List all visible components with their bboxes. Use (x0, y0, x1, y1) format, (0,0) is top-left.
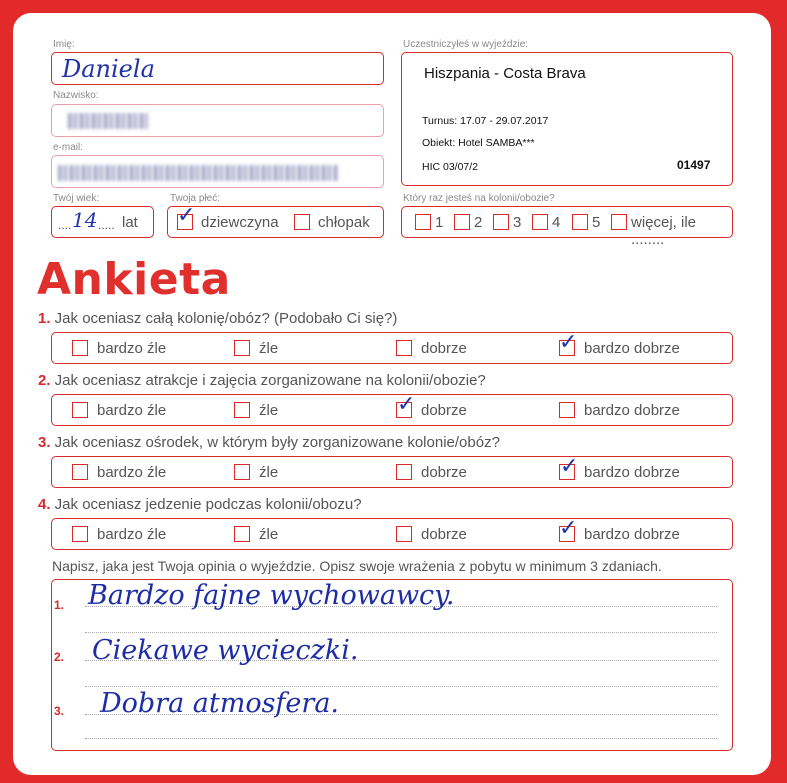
answer-checkbox-bardzo-zle[interactable] (72, 464, 88, 480)
gender-field (167, 203, 384, 238)
trip-code: HIC 03/07/2 (422, 161, 479, 173)
answer-checkbox-zle[interactable] (234, 464, 250, 480)
trip-number: 01497 (677, 158, 711, 172)
times-option-more: więcej, ile ........ (631, 214, 697, 248)
opinion-text-3: Dobra atmosfera. (100, 688, 339, 719)
times-checkbox-3[interactable] (493, 214, 509, 230)
answer-option-label: bardzo źle (97, 340, 167, 357)
times-checkbox-2[interactable] (454, 214, 470, 230)
question-number: 3. (38, 434, 51, 451)
trip-box (401, 52, 733, 186)
trip-object: Obiekt: Hotel SAMBA*** (422, 137, 535, 149)
opinion-text-1: Bardzo fajne wychowawcy. (88, 580, 455, 611)
answer-row-3 (51, 456, 733, 488)
times-option-1: 1 (435, 214, 444, 231)
question-text: Jak oceniasz jedzenie podczas kolonii/obozu? (50, 496, 362, 513)
answer-checkbox-zle[interactable] (234, 402, 250, 418)
answer-option-label: bardzo dobrze (584, 464, 680, 481)
gender-male-label: chłopak (318, 214, 370, 231)
answer-row-4 (51, 518, 733, 550)
answer-checkbox-bardzo-zle[interactable] (72, 526, 88, 542)
times-checkbox-4[interactable] (532, 214, 548, 230)
name-value: Daniela (62, 55, 155, 83)
gender-male-checkbox[interactable] (294, 214, 310, 230)
answer-checkbox-zle[interactable] (234, 340, 250, 356)
answer-option-label: bardzo źle (97, 402, 167, 419)
answer-option-label: źle (259, 526, 279, 543)
opinion-text-2: Ciekawe wycieczki. (92, 635, 359, 666)
question-number: 2. (38, 372, 51, 389)
check-mark-icon: ✓ (397, 392, 416, 417)
answer-checkbox-bardzo-zle[interactable] (72, 340, 88, 356)
age-value: 14 (72, 208, 98, 232)
answer-option-label: bardzo źle (97, 526, 167, 543)
check-mark-icon: ✓ (560, 454, 579, 479)
answer-option-label: dobrze (421, 526, 467, 543)
times-checkbox-1[interactable] (415, 214, 431, 230)
question-3 (38, 434, 500, 451)
trip-turnus: Turnus: 17.07 - 29.07.2017 (422, 115, 549, 127)
check-mark-icon: ✓ (559, 516, 578, 541)
age-dots-pre: .... (58, 218, 72, 232)
answer-option-label: bardzo dobrze (584, 402, 680, 419)
age-label: Twój wiek: (53, 193, 100, 204)
answer-option-label: źle (259, 464, 279, 481)
answer-checkbox-dobrze[interactable] (396, 464, 412, 480)
surname-field[interactable] (51, 104, 384, 137)
question-text: Jak oceniasz całą kolonię/obóz? (Podobało Ci się?) (50, 310, 398, 327)
trip-label: Uczestniczyłeś w wyjeździe: (403, 39, 529, 50)
email-redacted (58, 165, 338, 181)
name-label: Imię: (53, 39, 75, 50)
check-mark-icon: ✓ (559, 330, 578, 355)
answer-row-1 (51, 332, 733, 364)
times-option-4: 4 (552, 214, 561, 231)
opinion-line-number: 3. (54, 704, 65, 718)
answer-row-2 (51, 394, 733, 426)
surname-redacted (68, 113, 148, 129)
answer-checkbox-bardzo-zle[interactable] (72, 402, 88, 418)
email-field[interactable] (51, 155, 384, 188)
answer-checkbox-dobrze[interactable] (396, 340, 412, 356)
answer-option-label: bardzo źle (97, 464, 167, 481)
times-option-3: 3 (513, 214, 522, 231)
times-option-5: 5 (592, 214, 601, 231)
question-number: 1. (38, 310, 51, 327)
opinion-prompt: Napisz, jaka jest Twoja opinia o wyjeździe. Opisz swoje wrażenia z pobytu w minimum 3 zdaniach. (52, 558, 662, 574)
answer-option-label: źle (259, 340, 279, 357)
opinion-line-extra (85, 686, 717, 687)
check-mark-icon: ✓ (177, 203, 196, 228)
question-text: Jak oceniasz ośrodek, w którym były zorganizowane kolonie/obóz? (50, 434, 500, 451)
trip-name: Hiszpania - Costa Brava (424, 65, 586, 82)
opinion-line-number: 2. (54, 650, 65, 664)
answer-checkbox-bardzo-dobrze[interactable] (559, 402, 575, 418)
times-field (401, 206, 733, 248)
question-number: 4. (38, 496, 51, 513)
opinion-line-extra (85, 632, 717, 633)
times-checkbox-more[interactable] (611, 214, 627, 230)
opinion-line-extra (85, 738, 717, 739)
gender-label: Twoja płeć: (170, 193, 221, 204)
gender-female-label: dziewczyna (201, 214, 279, 231)
answer-option-label: bardzo dobrze (584, 340, 680, 357)
times-checkbox-5[interactable] (572, 214, 588, 230)
age-unit: lat (122, 214, 138, 231)
opinion-line-number: 1. (54, 598, 65, 612)
answer-option-label: źle (259, 402, 279, 419)
answer-checkbox-dobrze[interactable] (396, 526, 412, 542)
question-text: Jak oceniasz atrakcje i zajęcia zorganizowane na kolonii/obozie? (50, 372, 486, 389)
question-4 (38, 496, 362, 513)
answer-checkbox-zle[interactable] (234, 526, 250, 542)
question-2 (38, 372, 486, 389)
times-label: Który raz jesteś na kolonii/obozie? (403, 193, 555, 204)
age-field[interactable] (51, 206, 154, 238)
question-1 (38, 310, 397, 327)
times-option-2: 2 (474, 214, 483, 231)
survey-title: Ankieta (37, 254, 231, 305)
answer-option-label: dobrze (421, 464, 467, 481)
age-dots-post: ..... (98, 218, 115, 232)
answer-option-label: dobrze (421, 340, 467, 357)
email-label: e-mail: (53, 142, 84, 153)
answer-option-label: bardzo dobrze (584, 526, 680, 543)
answer-option-label: dobrze (421, 402, 467, 419)
name-field[interactable] (51, 52, 384, 85)
surname-label: Nazwisko: (53, 90, 99, 101)
